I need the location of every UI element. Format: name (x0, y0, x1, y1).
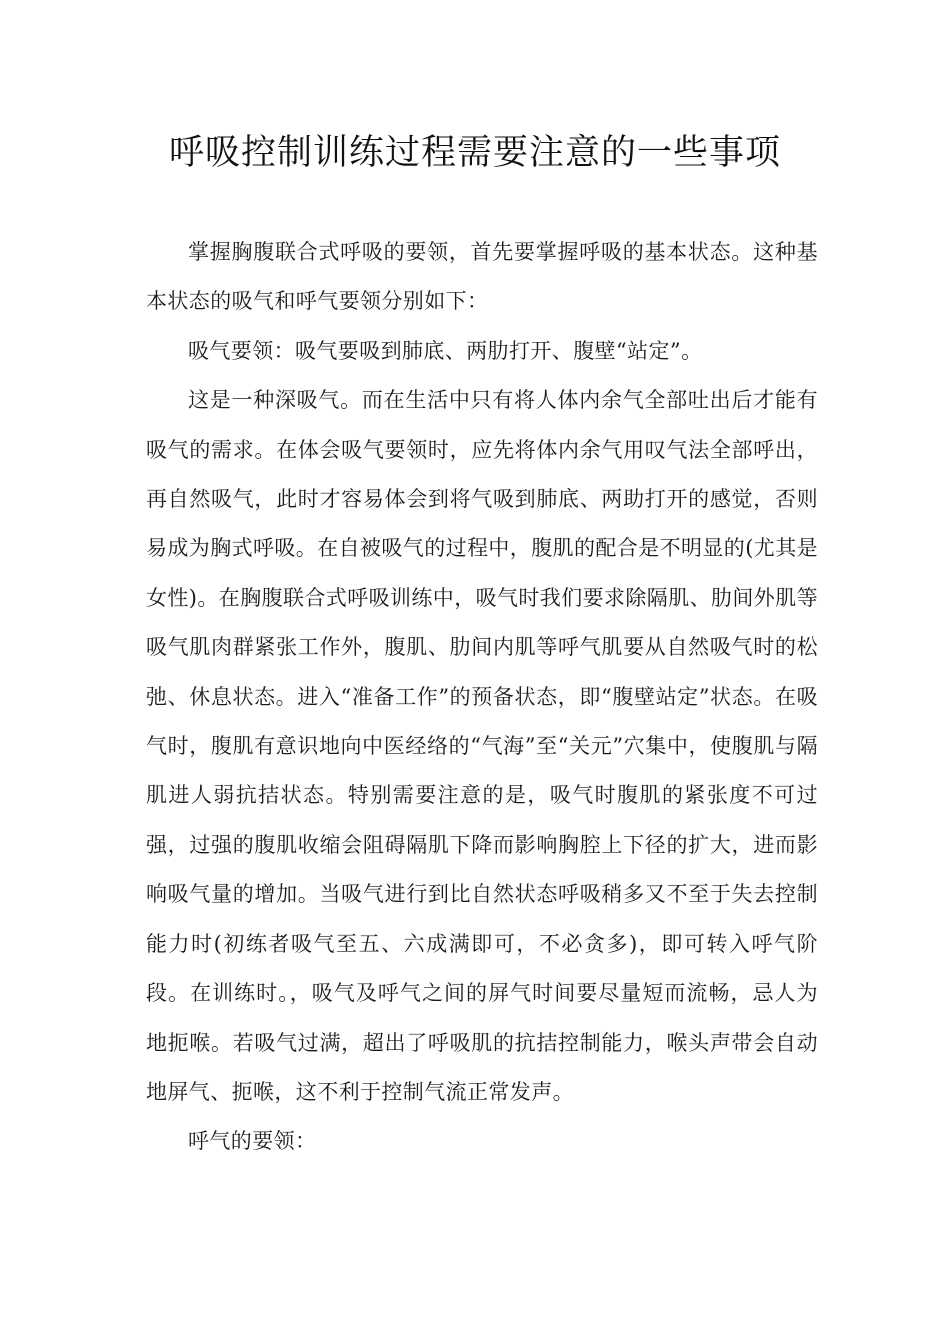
paragraph-exhale-key: 呼气的要领： (188, 1129, 317, 1154)
paragraph-intro: 掌握胸腹联合式呼吸的要领，首先要掌握呼吸的基本状态。这种基本状态的吸气和呼气要领分别如下： (146, 240, 818, 314)
document-body (146, 228, 818, 1167)
document-title: 呼吸控制训练过程需要注意的一些事项 (168, 133, 781, 173)
paragraph-inhale-key: 吸气要领：吸气要吸到肺底、两肋打开、腹壁“站定”。 (188, 338, 703, 363)
paragraph-deep-breath: 这是一种深吸气。而在生活中只有将人体内余气全部吐出后才能有吸气的需求。在体会吸气要领时，应先将体内余气用叹气法全部呼出，再自然吸气，此时才容易体会到将气吸到肺底、两助打开的感觉，否则易成为胸式呼吸。在自被吸气的过程中，腹肌的配合是不明显的(尤其是女性)。在胸腹联合式呼吸训练中，吸气时我们要求除隔肌、肋间外肌等吸气肌肉群紧张工作外，腹肌、肋间内肌等呼气肌要从自然吸气时的松弛、休息状态。进入“准备工作”的预备状态，即“腹壁站定”状态。在吸气时，腹肌有意识地向中医经络的“气海”至“关元”穴集中，使腹肌与隔肌进人弱抗拮状态。特别需要注意的是，吸气时腹肌的紧张度不可过强，过强的腹肌收缩会阻碍隔肌下降而影响胸腔上下径的扩大，进而影响吸气量的增加。当吸气进行到比自然状态呼吸稍多又不至于失去控制能力时(初练者吸气至五、六成满即可，不必贪多)，即可转入呼气阶段。在训练时。，吸气及呼气之间的屏气时间要尽量短而流畅，忌人为地扼喉。若吸气过满，超出了呼吸肌的抗拮控制能力，喉头声带会自动地屏气、扼喉，这不利于控制气流正常发声。 (146, 388, 818, 1104)
